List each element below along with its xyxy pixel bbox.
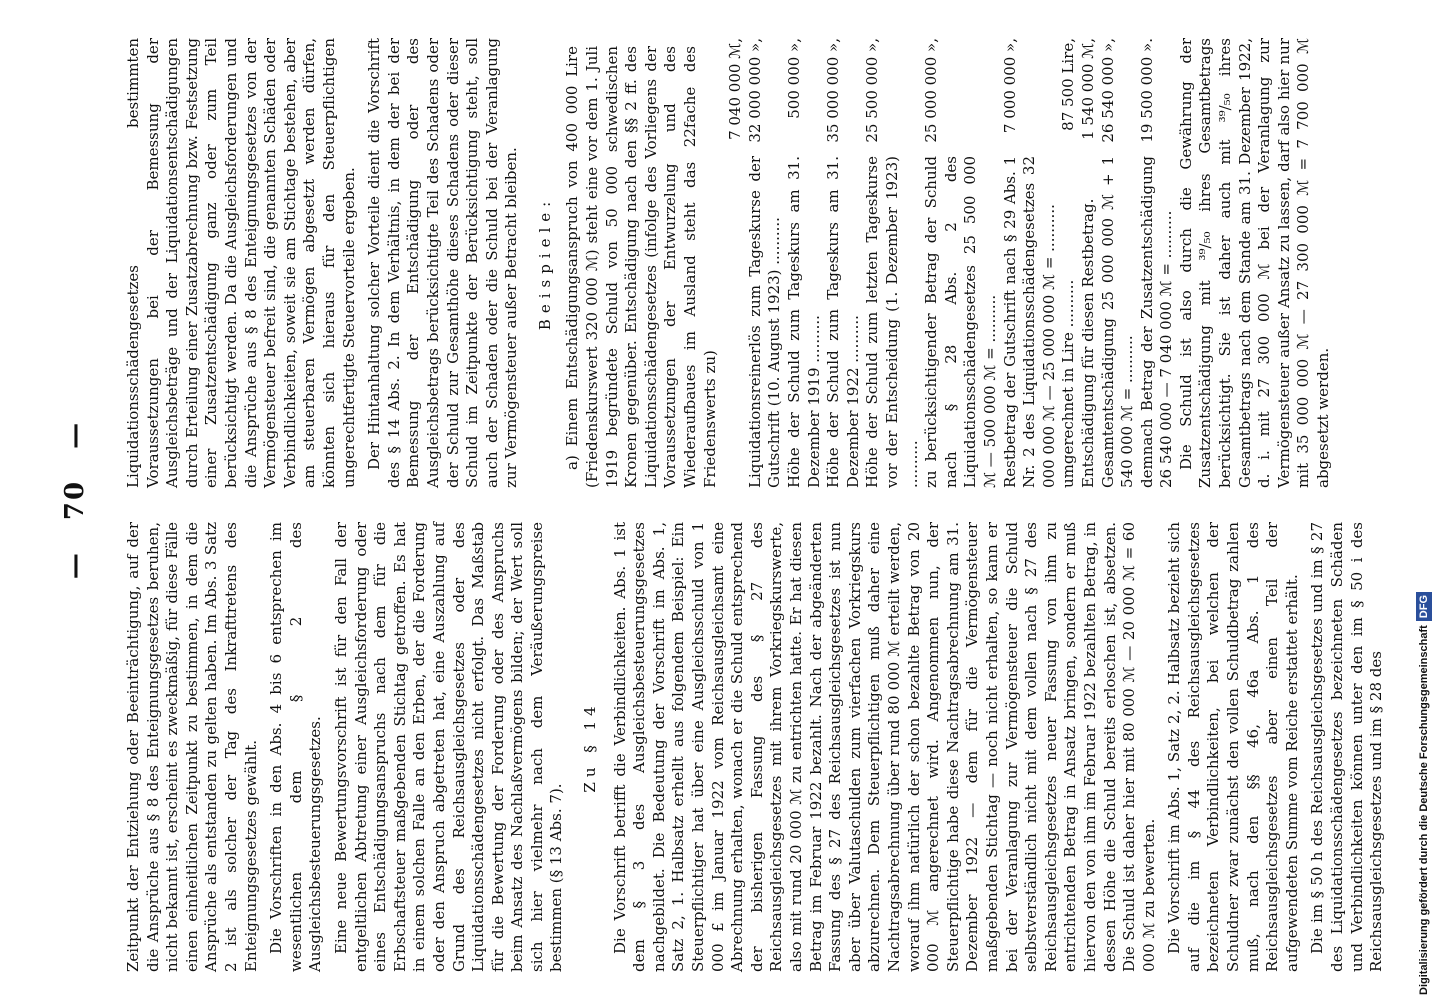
dfg-logo: DFG xyxy=(1416,592,1432,621)
header-dash-left: — xyxy=(60,551,90,580)
example-item-amount: 25 500 000 », xyxy=(863,38,882,143)
page-header xyxy=(60,20,114,980)
example-item-desc: zu berücksichtigender Betrag der Schuld nach § 28 Abs. 2 des Liquidationsschädengesetzes 25 500 000 ℳ — 500 000 ℳ = .......... xyxy=(922,156,999,488)
example-item-desc: demnach Betrag der Zusatzentschädigung 26 540 000 — 7 040 000 ℳ = .......... xyxy=(1137,156,1176,488)
example-item-desc: Gesamtentschädigung 25 000 000 ℳ + 1 540 000 ℳ = .......... xyxy=(1098,156,1137,488)
paragraph: Die Vorschrift im Abs. 1, Satz 2, 2. Halbsatz bezieht sich auf die im § 44 des Reichsausgleichsgesetzes bezeichneten Verbindlichkeiten, bei welchen der Schuldner zwar zunächst den vollen Schuldbetrag zahlen muß, nach den §§ 46, 46a Abs. 1 des Reichsausgleichsgesetzes aber einen Teil der aufgewendeten Summe vom Reiche erstattet erhält. xyxy=(1165,522,1301,972)
examples-title: Beispiele: xyxy=(535,195,554,331)
example-item-amount: 35 000 000 », xyxy=(824,38,843,143)
left-column xyxy=(124,522,1393,972)
paragraph: Eine neue Bewertungsvorschrift ist für den Fall der entgeltlichen Abtretung einer Ausgleichsforderung oder eines Entschädigungsanspruchs nach dem für die Erbschaftsteuer maßgebenden Stichtag getroffen. Es hat in einem solchen Falle an den Erben, der die Forderung oder den Anspruch abgetreten hat, eine Auszahlung auf Grund des Reichsausgleichsgesetzes oder des Liquidationsschädengesetzes nicht erfolgt. Das Maßstab für die Bewertung der Forderung oder des Anspruchs beim Ansatz des Nachlaßvermögens bilden; der Wert soll sich hier vielmehr nach dem Veräußerungspreise bestimmen (§ 13 Abs. 7). xyxy=(331,522,566,972)
example-item-desc: Entschädigung für diesen Restbetrag. xyxy=(1078,198,1097,488)
example-item xyxy=(863,38,922,488)
example-item xyxy=(785,38,824,488)
example-item xyxy=(922,38,1000,488)
example-item-amount: 25 000 000 », xyxy=(922,38,941,143)
paragraph: Der Hintanhaltung solcher Vorteile dient die Vorschrift des § 14 Abs. 2. In dem Verhältnis, in dem der bei der Bemessung der Entschädigung oder des Ausgleichsbetrags berücksichtigte Teil des Schadens oder der Schuld zur Gesamthöhe dieses Schadens oder dieser Schuld im Zeitpunkte der Berücksichtigung steht, soll auch der Schaden oder die Schuld bei der Veranlagung zur Vermögensteuer außer Betracht bleiben. xyxy=(365,38,521,488)
paragraph: Die Vorschrift betrifft die Verbindlichkeiten. Abs. 1 ist dem § 3 des Ausgleichsbesteuerungsgesetzes nachgebildet. Die Bedeutung der Vorschrift im Abs. 1, Satz 2, 1. Halbsatz erhellt aus folgendem Beispiel: Ein Steuerpflichtiger hat über eine Ausgleichsschuld von 1 000 £ im Januar 1922 vom Reichsausgleichsamt eine Abrechnung erhalten, wonach er die Schuld entsprechend der bisherigen Fassung des § 27 des Reichsausgleichsgesetzes mit ihrem Vorkriegskurswerte, also mit rund 20 000 ℳ zu entrichten hatte. Er hat diesen Betrag im Februar 1922 bezahlt. Nach der abgeänderten Fassung des § 27 des Reichsausgleichsgesetzes ist nun aber über Valutaschulden zum vierfachen Vorkriegskurs abzurechnen. Dem Steuerpflichtigen muß daher eine Nachtragsabrechnung über rund 80 000 ℳ erteilt werden, worauf ihm natürlich der schon bezahlte Betrag von 20 000 ℳ angerechnet wird. Angenommen nun, der Steuerpflichtige habe diese Nachtragsabrechnung am 31. Dezember 1922 — dem für die Vermögensteuer maßgebenden Stichtag — noch nicht erhalten, so kann er bei der Veranlagung zur Vermögensteuer die Schuld selbstverständlich nicht mit dem vollen nach § 27 des Reichsausgleichsgesetzes neuer Fassung von ihm zu entrichtenden Betrag in Ansatz bringen, sondern er muß hiervon den von ihm im Februar 1922 bezahlten Betrag, in dessen Höhe die Schuld bereits erloschen ist, absetzen. Die Schuld ist daher hier mit 80 000 ℳ — 20 000 ℳ = 60 000 ℳ zu bewerten. xyxy=(610,522,1158,972)
right-column xyxy=(124,38,1340,488)
example-items xyxy=(746,38,1177,488)
example-item xyxy=(824,38,863,488)
paragraph: Liquidationsschädengesetzes bestimmten Voraussetzungen bei der Bemessung der Ausgleichsbeträge und der Liquidationsentschädigungen durch Erteilung einer Zusatzabrechnung bzw. Festsetzung einer Zusatzentschädigung ganz oder zum Teil berücksichtigt werden. Da die Ausgleichsforderungen und die Ansprüche aus § 8 des Enteignungsgesetzes von der Vermögensteuer befreit sind, die genannten Schäden oder Verbindlichkeiten, soweit sie am Stichtage bestehen, aber am steuerbaren Vermögen abgesetzt werden dürfen, könnten sich hieraus für den Steuerpflichtigen ungerechtfertigte Steuervorteile ergeben. xyxy=(124,38,358,488)
example-item-desc: umgerechnet in Lire .......... xyxy=(1059,279,1078,488)
example-item-desc: Restbetrag der Gutschrift nach § 29 Abs. 1 Nr. 2 des Liquidationsschädengesetzes 32 000 000 ℳ — 25 000 000 ℳ = .......... xyxy=(1000,156,1058,488)
paragraph: Die Schuld ist also durch die Gewährung der Zusatzentschädigung mit ³⁹/₅₀ ihres Gesamtbetrags berücksichtigt. Sie ist daher auch mit ³⁹/₅₀ ihres Gesamtbetrags nach dem Stande am 31. Dezember 1922, d. i. mit 27 300 000 ℳ bei der Veranlagung zur Vermögensteuer außer Ansatz zu lassen, darf also hier nur mit 35 000 000 ℳ — 27 300 000 ℳ = 7 700 000 ℳ abgesetzt werden. xyxy=(1176,38,1333,488)
example-item xyxy=(1079,38,1099,488)
example-item xyxy=(1059,38,1079,488)
example-intro xyxy=(563,38,726,488)
header-dash-right: — xyxy=(60,420,90,449)
example-item-amount: 87 500 Lire, xyxy=(1059,38,1078,131)
example-item-amount: 500 000 », xyxy=(785,38,803,119)
credit-text: Digitalisierung gefördert durch die Deutsche Forschungsgemeinschaft xyxy=(1418,625,1430,995)
example-item-amount: 1 540 000 ℳ, xyxy=(1078,38,1097,140)
example-item-amount: 19 500 000 ». xyxy=(1137,38,1156,143)
example-item xyxy=(1099,38,1138,488)
example-item-desc: Höhe der Schuld zum Tageskurs am 31. Dezember 1922 .......... xyxy=(824,156,862,488)
paragraph: Zeitpunkt der Entziehung oder Beeinträchtigung, auf der die Ansprüche aus § 8 des Enteignungsgesetzes beruhen, nicht bekannt ist, erscheint es zweckmäßig, für diese Fälle einen einheitlichen Zeitpunkt zu bestimmen, in dem die Ansprüche als entstanden zu gelten haben. Im Abs. 3 Satz 2 ist als solcher der Tag des Inkrafttretens des Enteignungsgesetzes gewählt. xyxy=(124,522,260,972)
example-item-desc: Höhe der Schuld zum Tageskurs am 31. Dezember 1919 .......... xyxy=(785,156,823,488)
digitization-credit xyxy=(1416,5,1432,995)
example-item-amount: 7 000 000 », xyxy=(1000,38,1019,134)
example-intro-amount: 7 040 000 ℳ, xyxy=(726,38,745,140)
example-item xyxy=(746,38,785,488)
example-item-amount: 32 000 000 », xyxy=(745,38,764,143)
paragraph: Die Vorschriften in den Abs. 4 bis 6 entsprechen im wesentlichen dem § 2 des Ausgleichsbesteuerungsgesetzes. xyxy=(267,522,325,972)
example-intro-amount-row xyxy=(726,38,746,488)
section-title: Zu § 14 xyxy=(581,701,600,793)
example-item xyxy=(1138,38,1177,488)
example-item-desc: Höhe der Schuld zum letzten Tageskurse vor der Entscheidung (1. Dezember 1923) .......... xyxy=(863,156,921,488)
example-item-desc: Liquidationsreinerlös zum Tageskurse der Gutschrift (10. August 1923) .......... xyxy=(745,156,784,488)
example-intro-text: a) Einem Entschädigungsanspruch von 400 000 Lire (Friedenskurswert 320 000 ℳ) steht eine vor dem 1. Juli 1919 begründete Schuld von 50 000 schwedischen Kronen gegenüber. Entschädigung nach den §§ 2 ff. des Liquidationsschädengesetzes (infolge des Vorliegens der Voraussetzungen der Entwurzelung und des Wiederaufbaues im Ausland steht das 22fache des Friedenswerts zu) xyxy=(563,46,719,488)
page-number: 70 xyxy=(60,479,90,521)
example-item-amount: 26 540 000 », xyxy=(1098,38,1117,143)
example-item xyxy=(1001,38,1060,488)
paragraph: Die im § 50 h des Reichsausgleichsgesetzes und im § 27 des Liquidationsschädengesetzes bezeichneten Schäden und Verbindlichkeiten können unter den im § 50 i des Reichsausgleichsgesetzes und im § 28 des xyxy=(1308,522,1386,972)
rotated-page xyxy=(60,20,1386,980)
